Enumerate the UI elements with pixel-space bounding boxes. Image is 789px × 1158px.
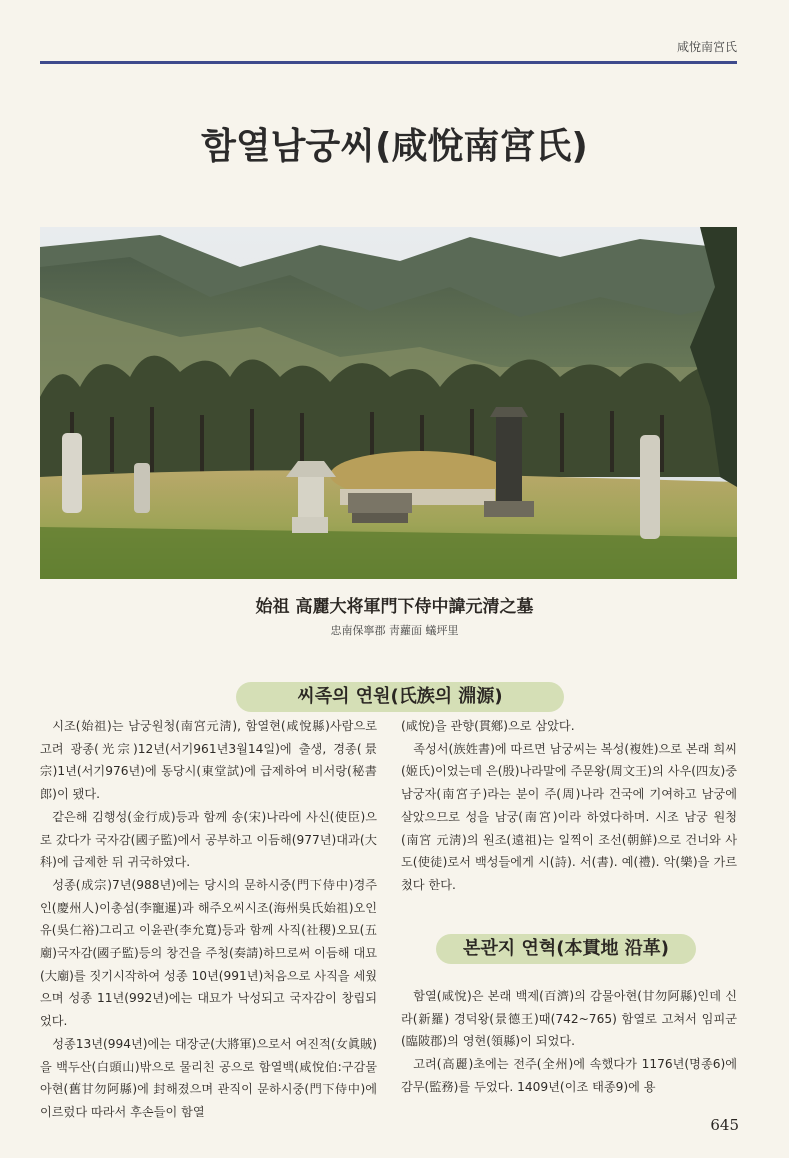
page-number: 645 xyxy=(710,1116,739,1134)
paragraph: 시조(始祖)는 남궁원청(南宮元淸), 함열현(咸悅縣)사람으로 고려 광종(光宗)12년(서기961년3월14일)에 출생, 경종(景宗)1년(서기976년)에 동당시(東堂試)에 급제하여 비서랑(秘書郎)이 됐다. xyxy=(40,719,377,802)
section-heading-origin: 씨족의 연원(氏族의 淵源) xyxy=(236,682,564,712)
section-heading-bongwan: 본관지 연혁(本貫地 沿革) xyxy=(436,934,696,964)
paragraph: 성종(成宗)7년(988년)에는 당시의 문하시중(門下侍中)경주인(慶州人)이총섬(李寵暹)과 해주오씨시조(海州吳氏始祖)오인유(吳仁裕)그리고 이윤관(李允寬)등과 함께 사직(社稷)오묘(五廟)국자감(國子監)등의 창건을 주청(奏請)하므로써 이듬해 대묘(大廟)를 짓기시작하여 성종 10년(991년)처음으로 사직을 세웠으며 성종 11년(992년)에는 대묘가 낙성되고 국자감이 창립되었다. xyxy=(40,877,377,1029)
photo-location: 忠南保寧郡 靑蘿面 蟻坪里 xyxy=(330,624,459,637)
right-column-bottom xyxy=(401,985,737,1099)
paragraph: 같은해 김행성(金行成)등과 함께 송(宋)나라에 사신(使臣)으로 갔다가 국자감(國子監)에서 공부하고 이듬해(977년)대과(大科)에 급제한 뒤 귀국하였다. xyxy=(40,809,377,870)
right-column-top xyxy=(401,715,737,897)
photo-caption: 始祖 高麗大将軍門下侍中諱元清之墓 xyxy=(255,597,534,617)
paragraph: (咸悅)을 관향(貫鄕)으로 삼았다. xyxy=(401,719,575,733)
paragraph: 성종13년(994년)에는 대장군(大將軍)으로서 여진적(女眞賊)을 백두산(白頭山)밖으로 물리친 공으로 함열백(咸悅伯:구감물아현(舊甘勿阿縣)에 封해졌으며 관직이 문하시중(門下侍中)에 이르렀다 따라서 후손들이 함열 xyxy=(40,1036,377,1119)
paragraph: 족성서(族姓書)에 따르면 남궁씨는 복성(複姓)으로 본래 희씨(姬氏)이었는데 은(殷)나라말에 주문왕(周文王)의 사우(四友)중 남궁자(南宮子)라는 분이 주(周)나라 건국에 기여하고 남궁에 살았으므로 성을 남궁(南宮)이라 하였다하며. 시조 남궁 원청(南宮 元淸)의 원조(遠祖)는 일찍이 조선(朝鮮)으로 건너와 사도(使徒)로서 백성들에게 시(詩). 서(書). 예(禮). 악(樂)을 가르쳤다 한다. xyxy=(401,741,737,892)
header-rule xyxy=(40,61,737,64)
left-column xyxy=(40,715,377,1124)
paragraph: 함열(咸悅)은 본래 백제(百濟)의 감물아현(甘勿阿縣)인데 신라(新羅) 경덕왕(景德王)때(742~765) 함열로 고쳐서 임피군(臨陂郡)의 영현(領縣)이 되었다. xyxy=(401,989,737,1049)
paragraph: 고려(高麗)초에는 전주(全州)에 속했다가 1176년(명종6)에 감무(監務)를 두었다. 1409년(이조 태종9)에 용 xyxy=(401,1057,737,1094)
page-title: 함열남궁씨(咸悅南宮氏) xyxy=(201,126,588,167)
running-header: 咸悅南宮氏 xyxy=(676,40,737,54)
tomb-photo xyxy=(40,227,737,579)
